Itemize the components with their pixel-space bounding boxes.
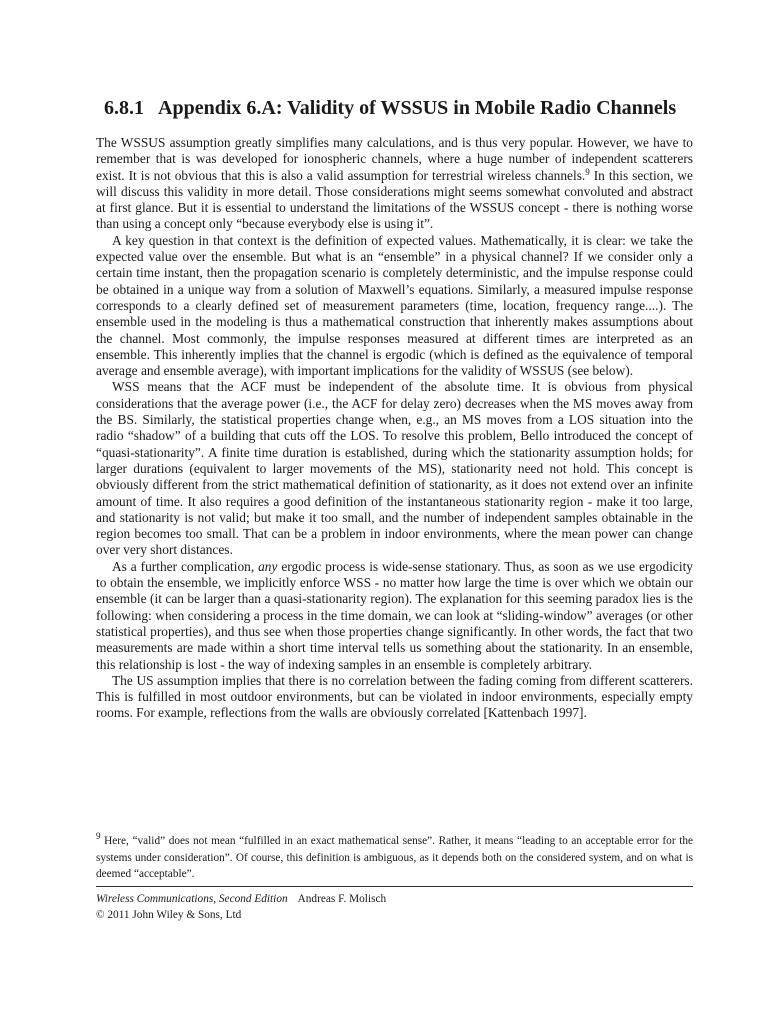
paragraph-1-text-a: The WSSUS assumption greatly simplifies many calculations, and is thus very popular. However, we have to remember that is was developed for ionospheric channels, where a huge number of independent scatterers exist. It is not obvious that this is also a valid assumption for terrestrial wireless channels. xyxy=(96,135,693,183)
section-heading xyxy=(104,96,704,120)
footnote-mark: 9 xyxy=(96,831,101,841)
paragraph-5: The US assumption implies that there is no correlation between the fading coming from different scatterers. This is fulfilled in most outdoor environments, but can be violated in indoor environments, especially empty rooms. For example, reflections from the walls are obviously correlated [Kattenbach 1997]. xyxy=(96,672,693,721)
paragraph-4-text-b: ergodic process is wide-sense stationary. Thus, as soon as we use ergodicity to obtain the ensemble, we implicitly enforce WSS - no matter how large the time is over which we obtain our ensemble (it can be larger than a quasi-stationarity region). The explanation for this seeming paradox lies is the following: when considering a process in the time domain, we can look at “sliding-window” averages (or other statistical properties), and thus see when those properties change significantly. In other words, the fact that two measurements are made within a short time interval tells us something about the stationarity. In an ensemble, this relationship is lost - the way of indexing samples in an ensemble is completely arbitrary. xyxy=(96,558,694,672)
footnote xyxy=(96,833,693,883)
paragraph-2: A key question in that context is the definition of expected values. Mathematically, it is clear: we take the expected value over the ensemble. But what is an “ensemble” in a physical channel? If we consider only a certain time instant, then the propagation scenario is completely deterministic, and the impulse response could be obtained in a unique way from a solution of Maxwell’s equations. Similarly, a measured impulse response corresponds to a clearly defined set of measurement parameters (time, location, frequency range....). The ensemble used in the modeling is thus a mathematical construction that inherently makes assumptions about the channel. Most commonly, the impulse responses measured at different times are interpreted as an ensemble. This inherently implies that the channel is ergodic (which is defined as the equivalence of temporal average and ensemble average), with important implications for the validity of WSSUS (see below). xyxy=(96,232,693,379)
publication-footer xyxy=(96,891,693,923)
paragraph-4 xyxy=(96,559,693,673)
paragraph-4-emphasis: any xyxy=(258,558,278,574)
section-title: Appendix 6.A: Validity of WSSUS in Mobile Radio Channels xyxy=(158,97,677,119)
footer-divider xyxy=(96,886,693,887)
footnote-reference[interactable]: 9 xyxy=(585,166,590,177)
footnote-text: Here, “valid” does not mean “fulfilled in an exact mathematical sense”. Rather, it means “leading to an acceptable error for the systems under consideration”. Of course, this definition is ambiguous, as it depends both on the considered system, and on what is deemed “acceptable”. xyxy=(96,835,693,880)
copyright-line: © 2011 John Wiley & Sons, Ltd xyxy=(96,909,242,921)
paragraph-4-text-a: As a further complication, xyxy=(112,558,259,574)
book-author: Andreas F. Molisch xyxy=(297,893,387,905)
book-title: Wireless Communications, Second Edition xyxy=(96,893,288,905)
paragraph-1 xyxy=(96,135,693,233)
body-text xyxy=(96,135,693,722)
section-number: 6.8.1 xyxy=(104,97,144,119)
paragraph-1-text-b: In this section, we will discuss this validity in more detail. Those considerations might seems somewhat convoluted and abstract at first glance. But it is essential to understand the limitations of the WSSUS concept - there is nothing worse than using a concept only “because everybody else is using it”. xyxy=(96,167,693,232)
publication-line xyxy=(96,891,693,907)
paragraph-3: WSS means that the ACF must be independent of the absolute time. It is obvious from physical considerations that the average power (i.e., the ACF for delay zero) decreases when the MS moves away from the BS. Similarly, the statistical properties change when, e.g., an MS moves from a LOS situation into the radio “shadow” of a building that cuts off the LOS. To resolve this problem, Bello introduced the concept of “quasi-stationarity”. A finite time duration is established, during which the stationarity assumption holds; for larger durations (equivalent to larger movements of the MS), stationarity need not hold. This concept is obviously different from the strict mathematical definition of stationarity, as it does not extend over an infinite amount of time. It also requires a good definition of the instantaneous stationarity region - make it too large, and stationarity is not valid; but make it too small, and the number of independent samples obtainable in the region becomes too small. That can be a problem in indoor environments, where the mean power can change over very short distances. xyxy=(96,379,693,558)
